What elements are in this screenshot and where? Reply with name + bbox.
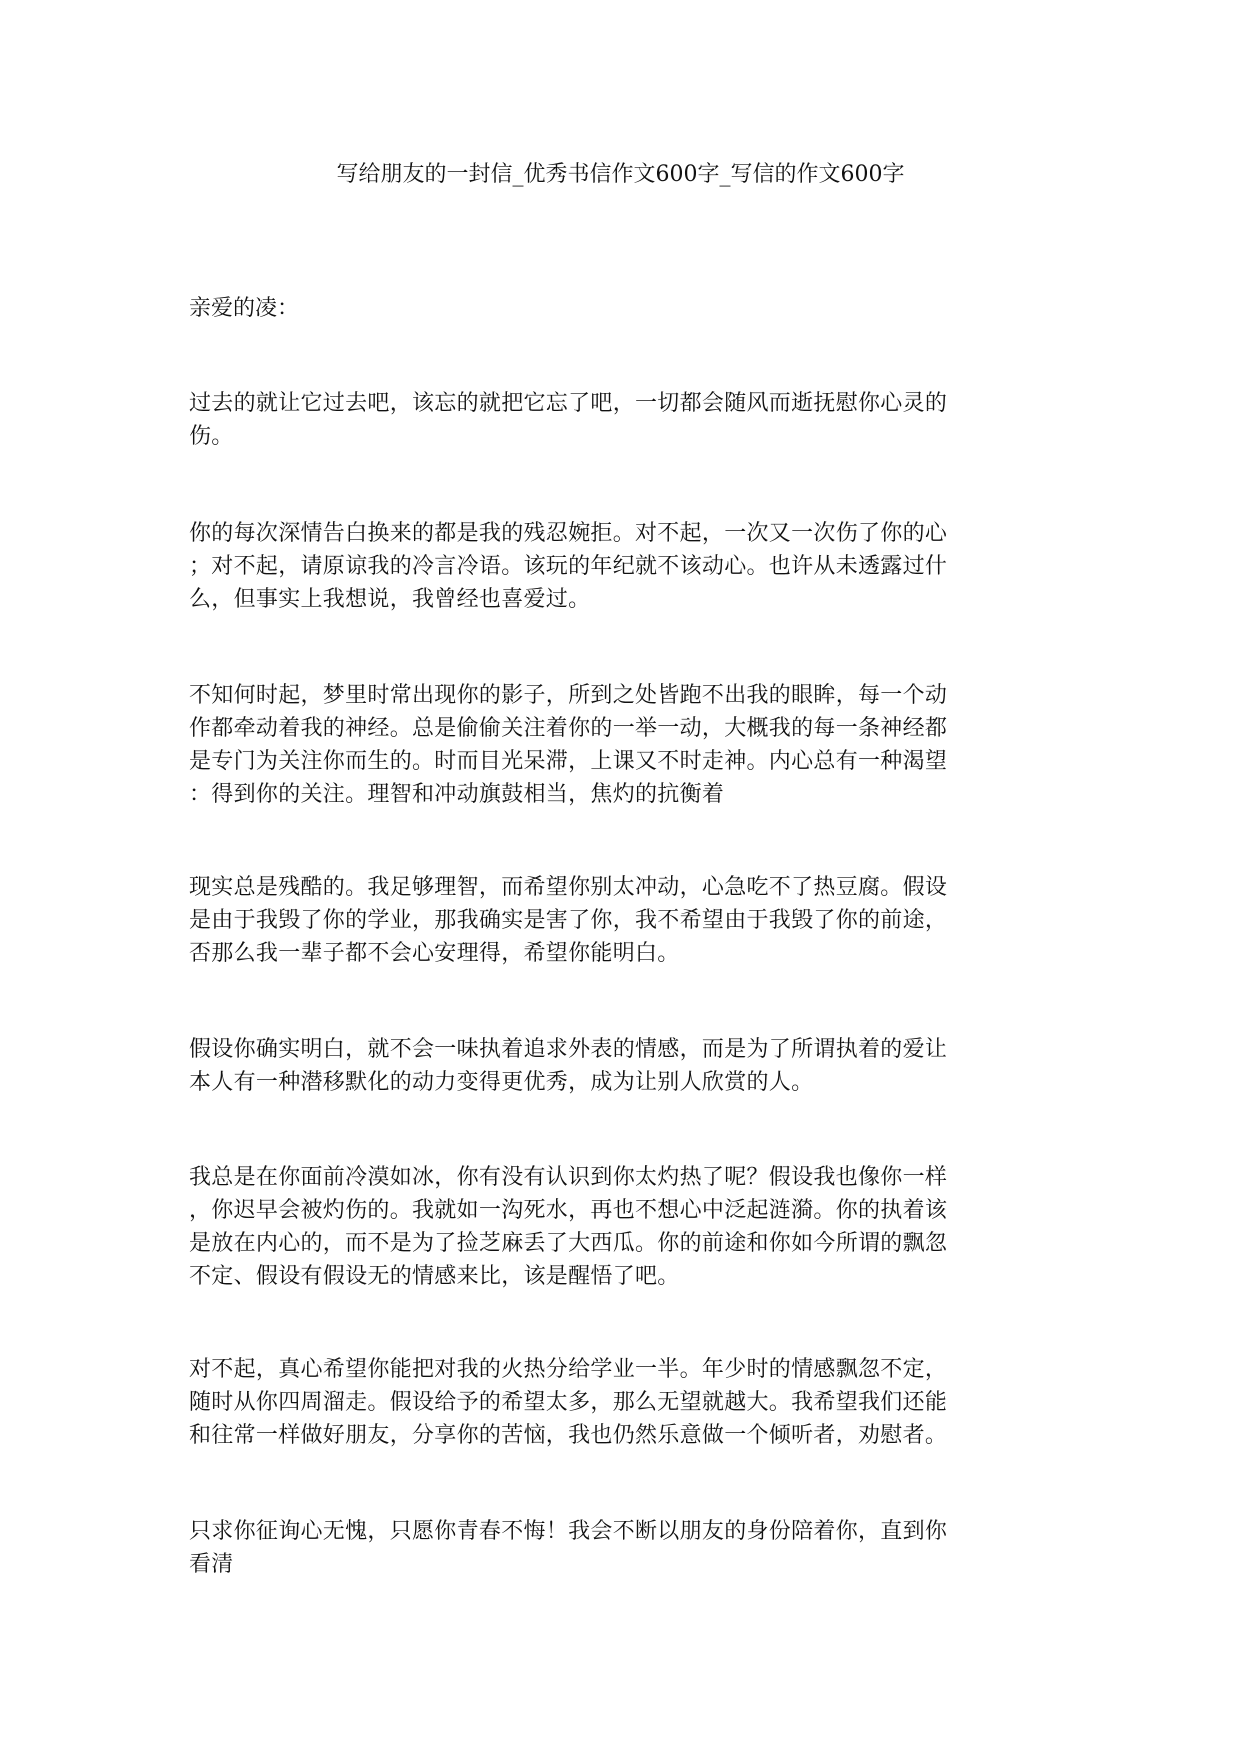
paragraph-3 (189, 679, 1059, 811)
paragraph-line: 你的每次深情告白换来的都是我的残忍婉拒。对不起，一次又一次伤了你的心 (189, 521, 948, 546)
paragraph-line: 本人有一种潜移默化的动力变得更优秀，成为让别人欣赏的人。 (189, 1070, 814, 1095)
paragraph-line: 假设你确实明白，就不会一味执着追求外表的情感，而是为了所谓执着的爱让 (189, 1037, 948, 1062)
paragraph-line: 伤。 (189, 424, 234, 449)
paragraph-line: 看清 (189, 1552, 234, 1577)
paragraph-line: 只求你征询心无愧，只愿你青春不悔！我会不断以朋友的身份陪着你，直到你 (189, 1519, 948, 1544)
paragraph-6 (189, 1161, 1059, 1293)
paragraph-line: 随时从你四周溜走。假设给予的希望太多，那么无望就越大。我希望我们还能 (189, 1390, 948, 1415)
paragraph-line: 我总是在你面前冷漠如冰，你有没有认识到你太灼热了呢？假设我也像你一样 (189, 1165, 948, 1190)
paragraph-line: ；对不起，请原谅我的冷言冷语。该玩的年纪就不该动心。也许从未透露过什 (189, 554, 948, 579)
paragraph-line: 对不起，真心希望你能把对我的火热分给学业一半。年少时的情感飘忽不定， (189, 1357, 948, 1382)
paragraph-line: 是放在内心的，而不是为了捡芝麻丢了大西瓜。你的前途和你如今所谓的飘忽 (189, 1231, 948, 1256)
paragraph-line: 过去的就让它过去吧，该忘的就把它忘了吧，一切都会随风而逝抚慰你心灵的 (189, 391, 948, 416)
paragraph-1 (189, 387, 1059, 453)
paragraph-line: 现实总是残酷的。我足够理智，而希望你别太冲动，心急吃不了热豆腐。假设 (189, 875, 948, 900)
paragraph-5 (189, 1033, 1059, 1099)
paragraph-line: ，你迟早会被灼伤的。我就如一沟死水，再也不想心中泛起涟漪。你的执着该 (189, 1198, 948, 1223)
paragraph-line: ：得到你的关注。理智和冲动旗鼓相当，焦灼的抗衡着 (189, 782, 725, 807)
paragraph-4 (189, 871, 1059, 970)
paragraph-line: 不定、假设有假设无的情感来比，该是醒悟了吧。 (189, 1264, 680, 1289)
paragraph-line: 是专门为关注你而生的。时而目光呆滞，上课又不时走神。内心总有一种渴望 (189, 749, 948, 774)
letter-greeting: 亲爱的凌： (189, 296, 300, 321)
paragraph-7 (189, 1353, 1059, 1452)
paragraph-8 (189, 1515, 1059, 1581)
paragraph-line: 么，但事实上我想说，我曾经也喜爱过。 (189, 587, 591, 612)
paragraph-line: 作都牵动着我的神经。总是偷偷关注着你的一举一动，大概我的每一条神经都 (189, 716, 948, 741)
paragraph-line: 否那么我一辈子都不会心安理得，希望你能明白。 (189, 941, 680, 966)
paragraph-line: 和往常一样做好朋友，分享你的苦恼，我也仍然乐意做一个倾听者，劝慰者。 (189, 1423, 948, 1448)
paragraph-2 (189, 517, 1059, 616)
paragraph-line: 不知何时起，梦里时常出现你的影子，所到之处皆跑不出我的眼眸，每一个动 (189, 683, 948, 708)
document-title: 写给朋友的一封信_优秀书信作文600字_写信的作文600字 (336, 162, 905, 187)
paragraph-line: 是由于我毁了你的学业，那我确实是害了你，我不希望由于我毁了你的前途， (189, 908, 948, 933)
